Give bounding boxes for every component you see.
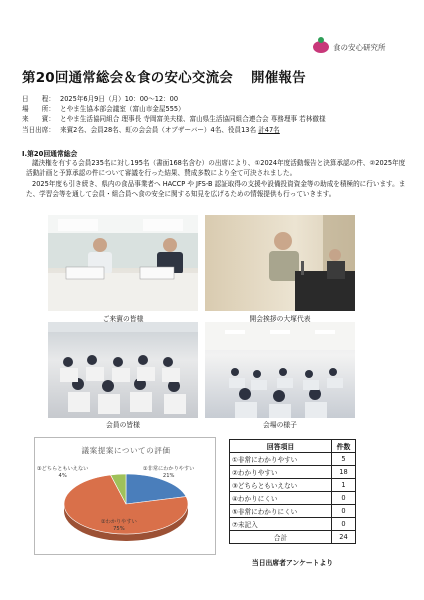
- info-guests: 来 賓： とやま生活協同組合 理事長 寺岡富美夫様、富山県生活協同組合連合会 専務理事 若林徹様: [22, 115, 326, 124]
- section-title: Ⅰ.第20回通常総会: [22, 150, 78, 158]
- logo: [313, 41, 386, 53]
- caption-guests: ご来賓の皆様: [102, 315, 144, 323]
- pie-label-3: ③どちらともいえない 4%: [37, 466, 89, 479]
- logo-mark: [313, 41, 329, 53]
- header-item: 回答項目: [230, 440, 332, 453]
- survey-table: [229, 439, 356, 544]
- event-info: [22, 94, 417, 135]
- caption-venue: 会場の様子: [263, 421, 297, 429]
- survey-note: 当日出席者アンケートより: [251, 559, 334, 567]
- photo-venue: [205, 322, 355, 418]
- chart-title: 議案提案についての評価: [81, 446, 171, 455]
- section-paragraph-2: 2025年度も引き続き、県内の食品事業者へ HACCP や JFS-B 認証取得の支援や設備投資資金等の助成を積極的に行います。また、学習会等を通して会員・組合員へ食の安全に関する知見を広げるための情報提供も行っていきます。: [26, 179, 406, 199]
- pie-label-2: ②わかりやすい 75%: [101, 519, 137, 532]
- pie-chart-svg: [35, 438, 217, 556]
- logo-text: 食の安心研究所: [333, 42, 386, 52]
- caption-opening-speech: 開会挨拶の大塚代表: [249, 315, 311, 323]
- caption-members: 会員の皆様: [106, 421, 140, 429]
- table-row: ①非常にわかりやすい 5: [230, 453, 356, 466]
- info-place: 場 所： とやま生協本部会議室（富山市金屋555）: [22, 105, 185, 114]
- photo-opening-speech: [205, 215, 355, 311]
- page-title: [22, 66, 412, 86]
- table-row: ⑤非常にわかりにくい 0: [230, 505, 356, 518]
- attendance-total: 計47名: [258, 125, 280, 134]
- survey-header-row: [230, 440, 356, 453]
- pie-chart: [34, 437, 216, 555]
- title-main: 第20回通常総会＆食の安心交流会: [22, 70, 233, 86]
- title-sub: 開催報告: [251, 70, 306, 86]
- table-row: ③どちらともいえない 1: [230, 479, 356, 492]
- table-row: ⑦未記入 0: [230, 518, 356, 531]
- table-row: ②わかりやすい 18: [230, 466, 356, 479]
- photo-members: [48, 322, 198, 418]
- table-row: ④わかりにくい 0: [230, 492, 356, 505]
- info-date: 日 程： 2025年6月9日（月）10：00～12：00: [22, 95, 179, 103]
- section-body: [26, 158, 408, 200]
- photo-guests: [48, 215, 198, 311]
- header-count: 件数: [332, 440, 356, 453]
- section-paragraph-1: 議決権を有する会員235名に対し195名（書面168名含む）の出席により、①2024年度活動報告と決算承認の件、②2025年度活動計画と予算承認の件について審議を行った結果、賛成多数により全て可決されました。: [26, 159, 406, 178]
- info-attendance: 当日出席： 来賓2名、会員28名、虹の会会員（オブザーバー）4名、役員13名 計47名: [22, 125, 280, 134]
- table-total-row: 合計 24: [230, 531, 356, 544]
- pie-label-1: ①非常にわかりやすい 21%: [143, 466, 195, 479]
